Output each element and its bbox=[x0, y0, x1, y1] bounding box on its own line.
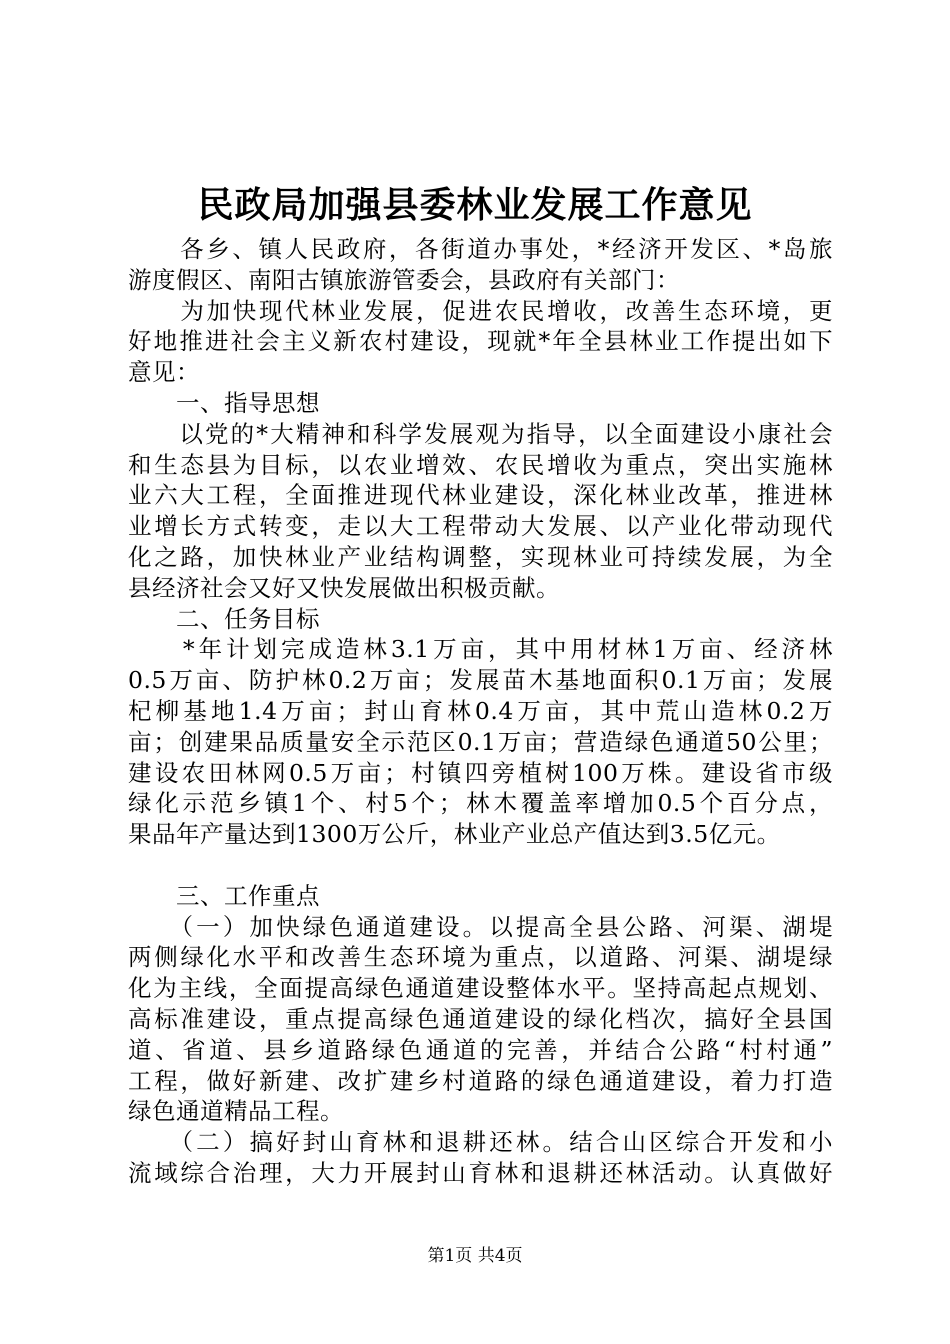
body-line: 建设农田林网0.5万亩；村镇四旁植树100万株。建设省市级 bbox=[128, 758, 833, 787]
body-line: 好地推进社会主义新农村建设，现就*年全县林业工作提出如下 bbox=[128, 327, 833, 356]
body-line: 县经济社会又好又快发展做出积极贡献。 bbox=[128, 573, 560, 602]
body-line: （一）加快绿色通道建设。以提高全县公路、河渠、湖堤 bbox=[128, 912, 833, 941]
body-line: 两侧绿化水平和改善生态环境为重点，以道路、河渠、湖堤绿 bbox=[128, 943, 833, 972]
body-line: 高标准建设，重点提高绿色通道建设的绿化档次，搞好全县国 bbox=[128, 1004, 833, 1033]
body-line: *年计划完成造林3.1万亩，其中用材林1万亩、经济林 bbox=[128, 635, 833, 664]
body-line: （二）搞好封山育林和退耕还林。结合山区综合开发和小 bbox=[128, 1128, 833, 1157]
body-line: 果品年产量达到1300万公斤，林业产业总产值达到3.5亿元。 bbox=[128, 820, 781, 849]
body-line: 各乡、镇人民政府，各街道办事处，*经济开发区、*岛旅 bbox=[128, 235, 833, 263]
document-title: 民政局加强县委林业发展工作意见 bbox=[197, 184, 753, 226]
body-line: 杞柳基地1.4万亩；封山育林0.4万亩，其中荒山造林0.2万 bbox=[128, 696, 833, 725]
body-line: 为加快现代林业发展，促进农民增收，改善生态环境，更 bbox=[128, 296, 833, 325]
body-line: 工程，做好新建、改扩建乡村道路的绿色通道建设，着力打造 bbox=[128, 1066, 833, 1095]
body-line: 三、工作重点 bbox=[128, 881, 320, 910]
body-line: 意见： bbox=[128, 358, 200, 387]
body-line: 流域综合治理，大力开展封山育林和退耕还林活动。认真做好 bbox=[128, 1158, 833, 1187]
body-line: 0.5万亩、防护林0.2万亩；发展苗木基地面积0.1万亩；发展 bbox=[128, 666, 833, 695]
page-number: 第1页 共4页 bbox=[427, 1246, 523, 1266]
body-line: 二、任务目标 bbox=[128, 604, 320, 633]
body-line: 化为主线，全面提高绿色通道建设整体水平。坚持高起点规划、 bbox=[128, 974, 833, 1003]
body-line: 绿色通道精品工程。 bbox=[128, 1097, 344, 1126]
body-line: 游度假区、南阳古镇旅游管委会，县政府有关部门： bbox=[128, 265, 680, 294]
body-line: 以党的*大精神和科学发展观为指导，以全面建设小康社会 bbox=[128, 419, 833, 448]
body-line: 和生态县为目标，以农业增效、农民增收为重点，突出实施林 bbox=[128, 450, 833, 479]
blank-line bbox=[128, 850, 833, 881]
body-line: 一、指导思想 bbox=[128, 388, 320, 417]
body-line: 绿化示范乡镇1个、村5个；林木覆盖率增加0.5个百分点， bbox=[128, 789, 833, 818]
body-line: 化之路，加快林业产业结构调整，实现林业可持续发展，为全 bbox=[128, 542, 833, 571]
body-line: 业增长方式转变，走以大工程带动大发展、以产业化带动现代 bbox=[128, 512, 833, 541]
body-line: 业六大工程，全面推进现代林业建设，深化林业改革，推进林 bbox=[128, 481, 833, 510]
body-line: 亩；创建果品质量安全示范区0.1万亩；营造绿色通道50公里； bbox=[128, 727, 833, 756]
body-line: 道、省道、县乡道路绿色通道的完善，并结合公路“村村通” bbox=[128, 1035, 833, 1064]
document-body bbox=[128, 234, 833, 1189]
